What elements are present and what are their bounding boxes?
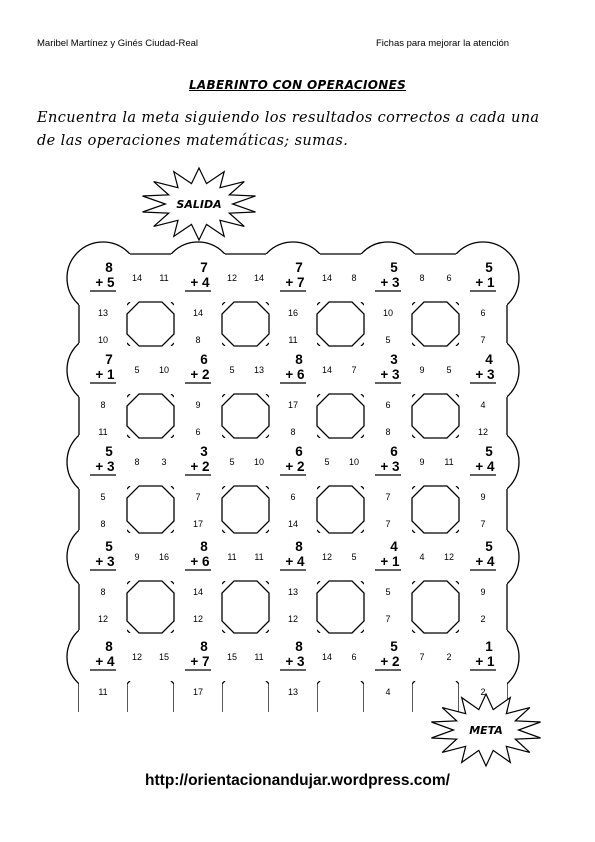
path-number: 14 [321,365,333,375]
maze-wall [222,302,269,346]
operand-top: 8 [295,639,303,654]
path-number: 11 [444,457,454,467]
path-number: 15 [158,652,170,662]
operand-bottom: + 3 [285,654,305,669]
path-number: 14 [131,273,143,283]
path-number: 7 [385,492,391,502]
operand-top: 4 [390,539,398,554]
path-number: 13 [287,687,299,697]
operand-top: 5 [105,539,113,554]
path-number: 8 [385,427,391,437]
path-number: 4 [480,400,486,410]
operand-top: 5 [105,444,113,459]
path-number: 2 [480,614,486,624]
path-number: 12 [131,652,143,662]
path-number: 7 [480,335,486,345]
path-number: 5 [100,492,106,502]
path-number: 4 [385,687,391,697]
path-number: 8 [290,427,296,437]
maze-wall [317,394,364,438]
operand-bottom: + 3 [380,459,400,474]
path-number: 12 [443,552,455,562]
path-number: 5 [229,457,235,467]
path-number: 7 [351,365,357,375]
path-number: 12 [287,614,299,624]
operand-bottom: + 3 [95,459,115,474]
maze-wall [317,581,364,633]
path-number: 15 [226,652,238,662]
path-number: 6 [446,273,452,283]
operand-bottom: + 6 [285,367,305,382]
operand-bottom: + 1 [95,367,115,382]
operand-top: 5 [485,444,493,459]
path-number: 10 [348,457,360,467]
operand-bottom: + 4 [475,459,495,474]
path-number: 10 [158,365,170,375]
operand-top: 3 [390,352,398,367]
header-author: Maribel Martínez y Ginés Ciudad-Real [37,38,199,49]
path-number: 12 [97,614,109,624]
maze-wall [222,394,269,438]
maze-wall [412,394,459,438]
path-number: 5 [351,552,357,562]
path-number: 8 [100,400,106,410]
path-number: 8 [100,587,106,597]
maze-wall [317,302,364,346]
path-number: 6 [385,400,391,410]
operand-bottom: + 2 [190,367,210,382]
path-number: 8 [419,273,425,283]
path-number: 13 [253,365,265,375]
operand-top: 5 [390,260,398,275]
path-number: 2 [480,687,486,697]
operand-top: 4 [485,352,493,367]
path-number: 12 [192,614,204,624]
operand-bottom: + 7 [190,654,210,669]
path-number: 7 [195,492,201,502]
path-number: 10 [253,457,265,467]
operand-top: 7 [200,260,208,275]
operand-bottom: + 7 [285,275,305,290]
path-number: 8 [100,519,106,529]
worksheet-title: LABERINTO CON OPERACIONES [188,78,407,92]
path-number: 4 [419,552,425,562]
path-number: 3 [161,457,167,467]
maze-wall [412,302,459,346]
path-number: 14 [253,273,265,283]
operand-bottom: + 4 [475,554,495,569]
maze-wall [317,486,364,533]
path-number: 14 [192,587,204,597]
path-number: 6 [351,652,357,662]
path-number: 7 [385,614,391,624]
path-number: 9 [419,365,425,375]
path-number: 11 [227,552,237,562]
path-number: 5 [385,587,391,597]
operand-top: 7 [105,352,113,367]
operand-top: 8 [200,639,208,654]
path-number: 11 [254,552,264,562]
header-series: Fichas para mejorar la atención [376,38,510,49]
operand-top: 8 [105,639,113,654]
operand-bottom: + 3 [380,367,400,382]
finish-label: META [469,724,503,737]
operand-bottom: + 4 [95,654,115,669]
operand-top: 7 [295,260,303,275]
path-number: 8 [134,457,140,467]
path-number: 6 [290,492,296,502]
maze-wall [127,581,174,633]
maze-wall [412,581,459,633]
operand-top: 8 [295,539,303,554]
path-number: 9 [195,400,201,410]
path-number: 8 [195,335,201,345]
operand-top: 5 [485,260,493,275]
start-label: SALIDA [176,198,222,211]
maze-wall [222,581,269,633]
operand-top: 5 [390,639,398,654]
path-number: 13 [97,308,109,318]
maze-wall [127,394,174,438]
operand-bottom: + 2 [190,459,210,474]
operand-top: 8 [295,352,303,367]
maze-wall [127,486,174,533]
operand-bottom: + 1 [475,275,495,290]
path-number: 14 [321,273,333,283]
operand-bottom: + 6 [190,554,210,569]
path-number: 17 [192,687,204,697]
operand-bottom: + 1 [380,554,400,569]
path-number: 7 [480,519,486,529]
path-number: 7 [385,519,391,529]
operand-bottom: + 2 [380,654,400,669]
path-number: 5 [229,365,235,375]
path-number: 6 [480,308,486,318]
path-number: 14 [192,308,204,318]
operand-top: 6 [200,352,208,367]
path-number: 17 [287,400,299,410]
path-number: 9 [480,492,486,502]
path-number: 7 [419,652,425,662]
path-number: 10 [382,308,394,318]
path-number: 12 [226,273,238,283]
path-number: 13 [287,587,299,597]
operand-bottom: + 4 [285,554,305,569]
operand-top: 6 [390,444,398,459]
path-number: 12 [321,552,333,562]
path-number: 5 [134,365,140,375]
path-number: 10 [97,335,109,345]
operand-top: 3 [200,444,208,459]
operand-top: 1 [485,639,493,654]
path-number: 11 [159,273,169,283]
path-number: 12 [477,427,489,437]
path-number: 6 [195,427,201,437]
path-number: 8 [351,273,357,283]
path-number: 11 [98,687,108,697]
path-number: 9 [419,457,425,467]
operand-bottom: + 1 [475,654,495,669]
path-number: 9 [480,587,486,597]
footer-url[interactable]: http://orientacionandujar.wordpress.com/ [145,772,450,789]
operand-bottom: + 3 [475,367,495,382]
path-number: 11 [288,335,298,345]
path-number: 2 [446,652,452,662]
path-number: 5 [385,335,391,345]
path-number: 11 [98,427,108,437]
path-number: 14 [287,519,299,529]
operand-top: 8 [105,260,113,275]
path-number: 17 [192,519,204,529]
maze-wall [412,486,459,533]
operand-top: 8 [200,539,208,554]
operand-bottom: + 3 [95,554,115,569]
instructions-text: Encuentra la meta siguiendo los resultados correctos a cada una de las operaciones matemáticas; sumas. [37,110,540,149]
maze-wall [127,302,174,346]
operand-bottom: + 4 [190,275,210,290]
path-number: 9 [134,552,140,562]
operand-bottom: + 2 [285,459,305,474]
path-number: 16 [287,308,299,318]
operand-top: 5 [485,539,493,554]
maze-wall [222,486,269,533]
path-number: 14 [321,652,333,662]
operand-bottom: + 5 [95,275,115,290]
path-number: 16 [158,552,170,562]
path-number: 5 [446,365,452,375]
path-number: 11 [254,652,264,662]
operand-top: 6 [295,444,303,459]
path-number: 5 [324,457,330,467]
operand-bottom: + 3 [380,275,400,290]
